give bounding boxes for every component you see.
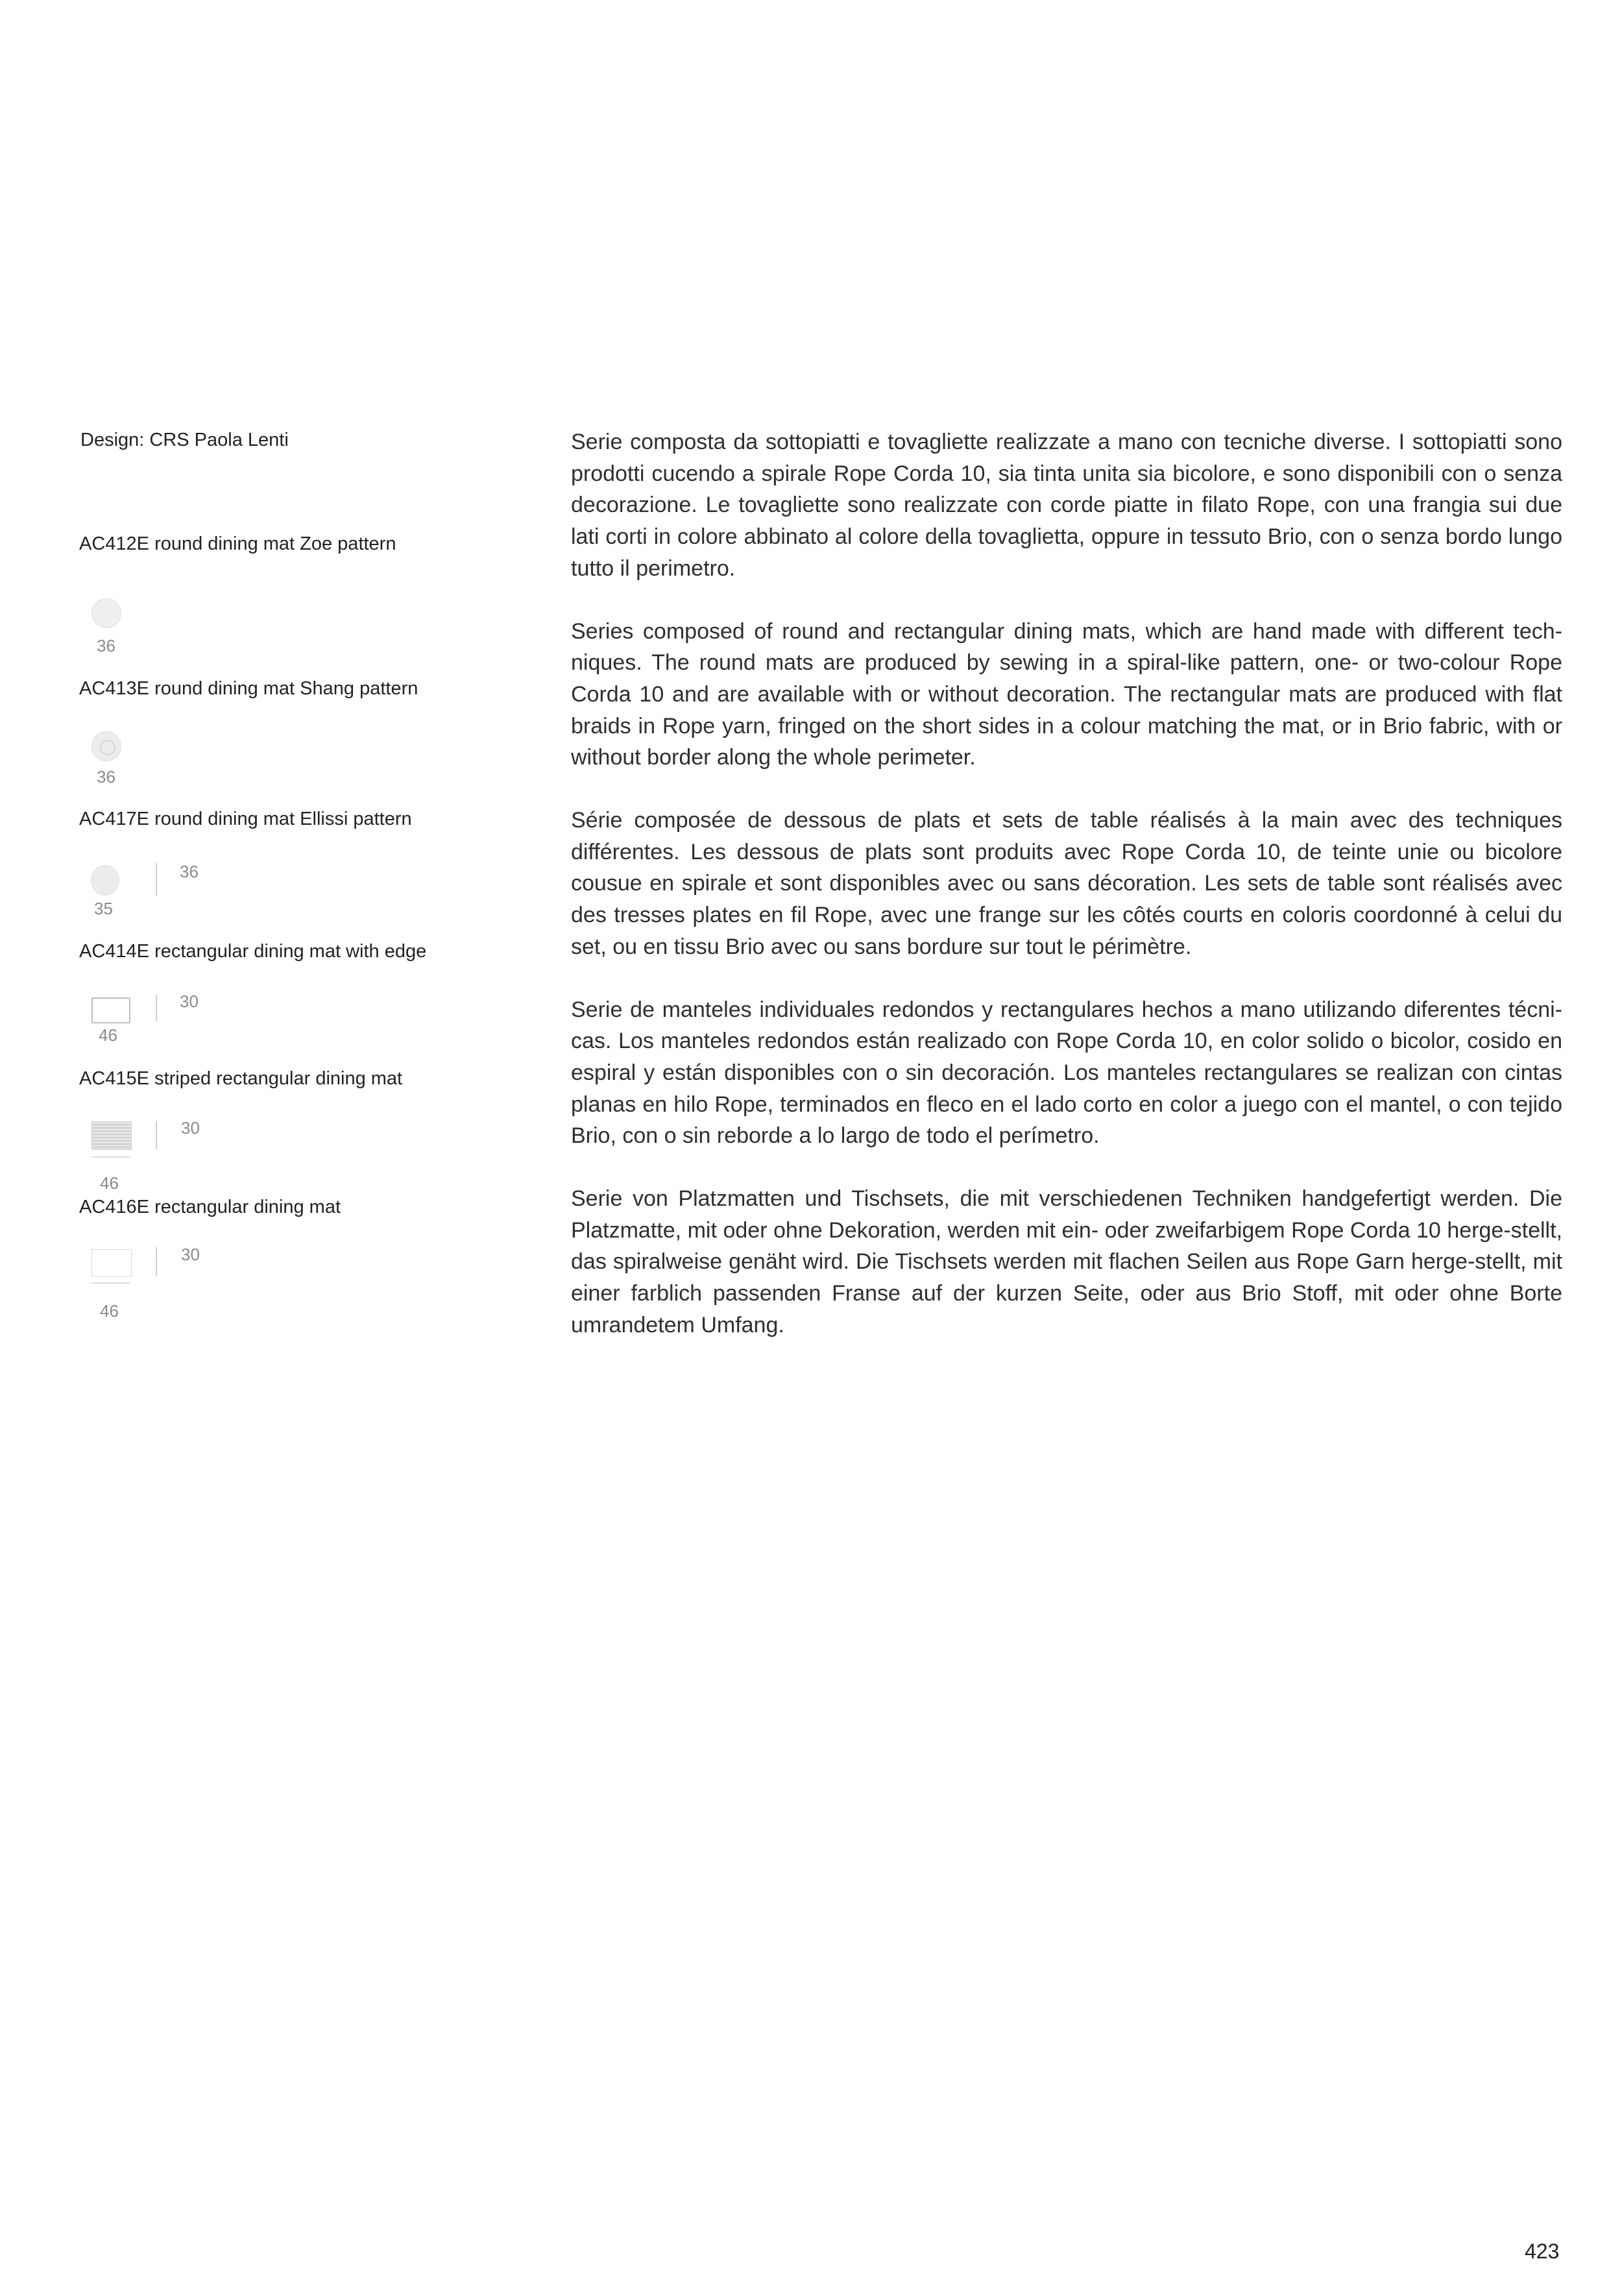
oval-mat-icon (91, 865, 119, 896)
product-title: AC417E round dining mat Ellissi pattern (79, 809, 412, 829)
dimension-diameter: 36 (97, 767, 115, 787)
paragraph-english: Series composed of round and rectangular dining mats, which are hand made with different tech-niques. The round mats are produced by sewing in a spiral-like pattern, one- or two-colour Rope Corda 10 and are available with or without decoration. The rectangular mats are produced with flat braids in Rope yarn, fringed on the short sides in a colour matching the mat, or in Brio fabric, with or without border along the whole perimeter. (571, 618, 1562, 770)
vertical-dimension-line (156, 1247, 157, 1276)
product-title: AC416E rectangular dining mat (79, 1197, 341, 1217)
product-title: AC415E striped rectangular dining mat (79, 1068, 403, 1089)
dimension-height: 30 (181, 1245, 200, 1264)
vertical-dimension-line (156, 1121, 157, 1149)
vertical-dimension-line (156, 994, 157, 1021)
rectangle-mat-icon (91, 1249, 132, 1276)
dimension-diameter: 36 (97, 636, 115, 655)
vertical-dimension-line (156, 863, 157, 896)
dimension-width: 35 (94, 899, 113, 918)
round-mat-spiral-icon (91, 731, 121, 761)
round-mat-icon (91, 598, 121, 628)
product-title: AC413E round dining mat Shang pattern (79, 678, 418, 699)
striped-rectangle-mat-icon (91, 1121, 132, 1150)
horizontal-dimension-line (91, 1156, 130, 1158)
paragraph-italian: Serie composta da sottopiatti e tovagliette realizzate a mano con tecniche diverse. I sottopiatti sono prodotti cucendo a spirale Rope Corda 10, sia tinta unita sia bicolore, e sono disponibili con o senza decorazione. Le tovagliette sono realizzate con corde piatte in filato Rope, con una frangia sui due lati corti in colore abbinato al colore della tovaglietta, oppure in tessuto Brio, con o senza bordo lungo tutto il perimetro. (571, 430, 1562, 581)
designer-credit: Design: CRS Paola Lenti (80, 430, 289, 450)
rectangle-mat-edge-icon (91, 997, 130, 1023)
dimension-height: 30 (180, 992, 199, 1011)
dimension-width: 46 (99, 1025, 117, 1045)
page-number: 423 (1525, 2240, 1560, 2263)
description-text (571, 426, 1562, 1373)
horizontal-dimension-line (91, 1282, 130, 1284)
dimension-height: 30 (181, 1118, 200, 1138)
product-title: AC414E rectangular dining mat with edge (79, 941, 427, 962)
dimension-width: 46 (100, 1173, 119, 1193)
paragraph-spanish: Serie de manteles individuales redondos y rectangulares hechos a mano utilizando diferentes técni-cas. Los manteles redondos están realizado con Rope Corda 10, en color solido o bicolor, cosido en espiral y están disponibles con o sin decoración. Los manteles rectangulares se realizan con cintas planas en hilo Rope, terminados en fleco en el lado corto en color a juego con el mantel, o con tejido Brio, con o sin reborde a lo largo de todo el perímetro. (571, 997, 1562, 1149)
dimension-width: 46 (100, 1301, 119, 1321)
product-title: AC412E round dining mat Zoe pattern (79, 533, 396, 554)
paragraph-french: Série composée de dessous de plats et sets de table réalisés à la main avec des techniques différentes. Les dessous de plats sont produits avec Rope Corda 10, de teinte unie ou bicolore cousue en spirale et sont disponibles avec ou sans décoration. Les sets de table sont réalisés avec des tresses plates en fil Rope, avec une frange sur les côtés courts en coloris coordonné à celui du set, ou en tissu Brio avec ou sans bordure sur tout le périmètre. (571, 808, 1562, 959)
paragraph-german: Serie von Platzmatten und Tischsets, die mit verschiedenen Techniken handgefertigt werden. Die Platzmatte, mit oder ohne Dekoration, werden mit ein- oder zweifarbigem Rope Corda 10 herge-stellt, das spiralweise genäht wird. Die Tischsets werden mit flachen Seilen aus Rope Garn herge-stellt, mit einer farblich passenden Franse auf der kurzen Seite, oder aus Brio Stoff, mit oder ohne Borte umrandetem Umfang. (571, 1186, 1562, 1337)
dimension-height: 36 (180, 862, 199, 881)
